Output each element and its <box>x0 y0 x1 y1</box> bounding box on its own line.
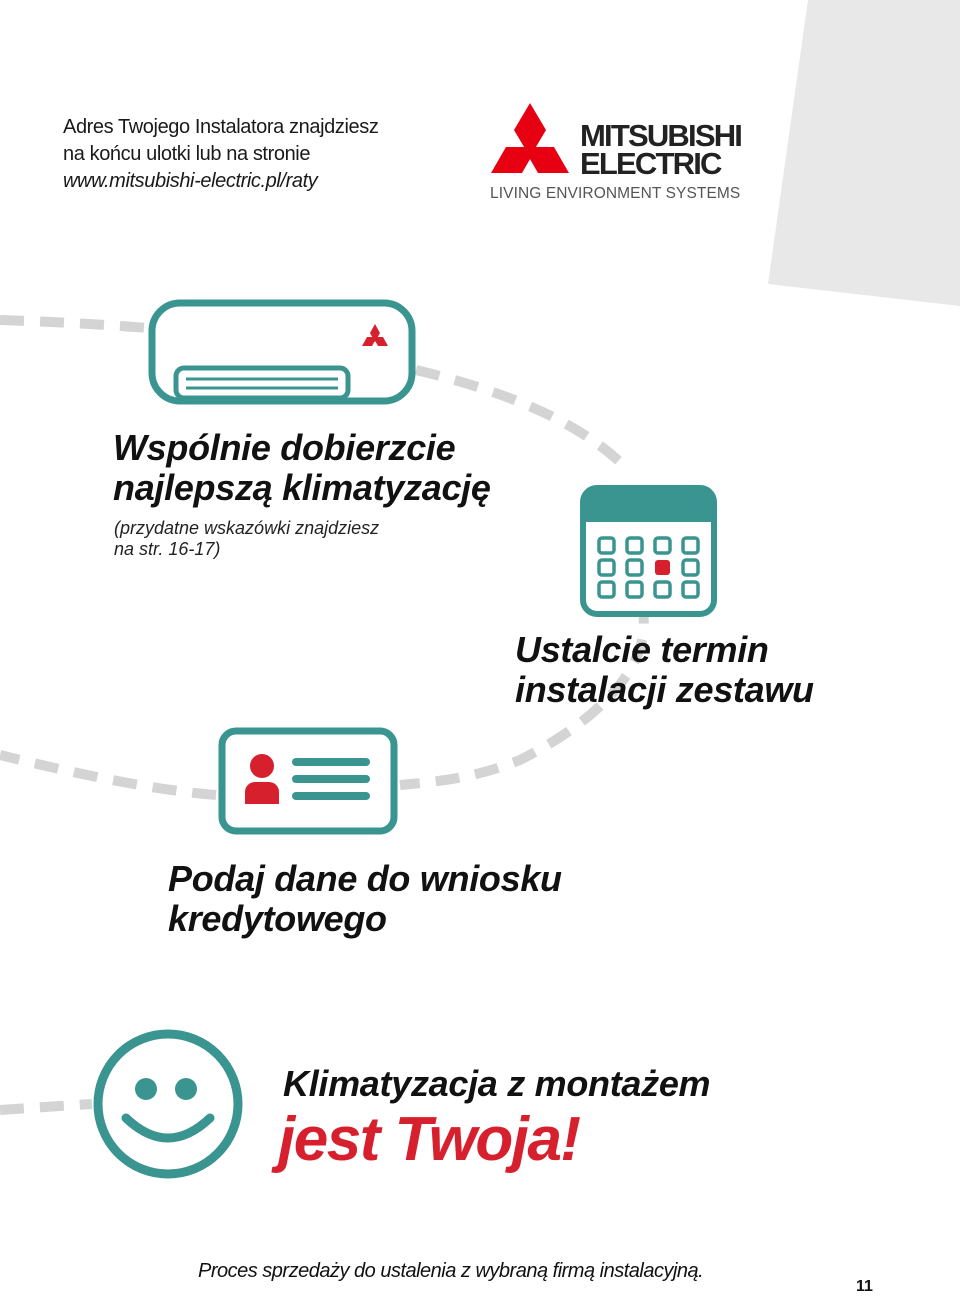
brand-name-line2: ELECTRIC <box>580 146 721 181</box>
air-conditioner-icon <box>152 303 412 401</box>
brand-name-line1: MITSUBISHI <box>580 118 742 153</box>
step-2-title <box>515 630 814 710</box>
footer-note: Proces sprzedaży do ustalenia z wybraną firmą instalacyjną. <box>198 1260 704 1282</box>
dashed-path-segment <box>0 1104 92 1110</box>
brand-name <box>580 118 742 181</box>
page-number: 11 <box>856 1278 873 1295</box>
step-1-note-line1: (przydatne wskazówki znajdziesz <box>114 518 380 538</box>
installer-note-line: Adres Twojego Instalatora znajdziesz <box>63 116 379 138</box>
id-card-icon <box>222 731 394 831</box>
smiley-icon <box>98 1034 238 1174</box>
step-2-title-line2: instalacji zestawu <box>515 669 814 710</box>
step-3-title <box>168 859 562 939</box>
installer-url-link[interactable]: www.mitsubishi-electric.pl/raty <box>63 170 318 192</box>
step-2-title-line1: Ustalcie termin <box>515 629 769 670</box>
step-1-title-line2: najlepszą klimatyzację <box>113 467 491 508</box>
step-1-title-line1: Wspólnie dobierzcie <box>113 427 456 468</box>
corner-panel <box>768 0 960 306</box>
brand-tagline: LIVING ENVIRONMENT SYSTEMS <box>490 185 741 202</box>
step-4-title: Klimatyzacja z montażem <box>283 1063 711 1104</box>
step-1-title <box>113 428 491 508</box>
step-1-note <box>114 518 434 560</box>
calendar-icon <box>583 488 714 614</box>
step-3-title-line2: kredytowego <box>168 898 387 939</box>
step-1-note-line2: na str. 16-17) <box>114 539 221 559</box>
installer-note <box>63 114 443 195</box>
installer-note-line: na końcu ulotki lub na stronie <box>63 143 311 165</box>
dashed-path-segment <box>0 755 216 795</box>
dashed-path-segment <box>0 320 148 328</box>
calendar-selected-day <box>655 560 670 575</box>
step-4-highlight: jest Twoja! <box>278 1105 580 1174</box>
mitsubishi-logo-icon <box>491 103 569 173</box>
step-3-title-line1: Podaj dane do wniosku <box>168 858 562 899</box>
